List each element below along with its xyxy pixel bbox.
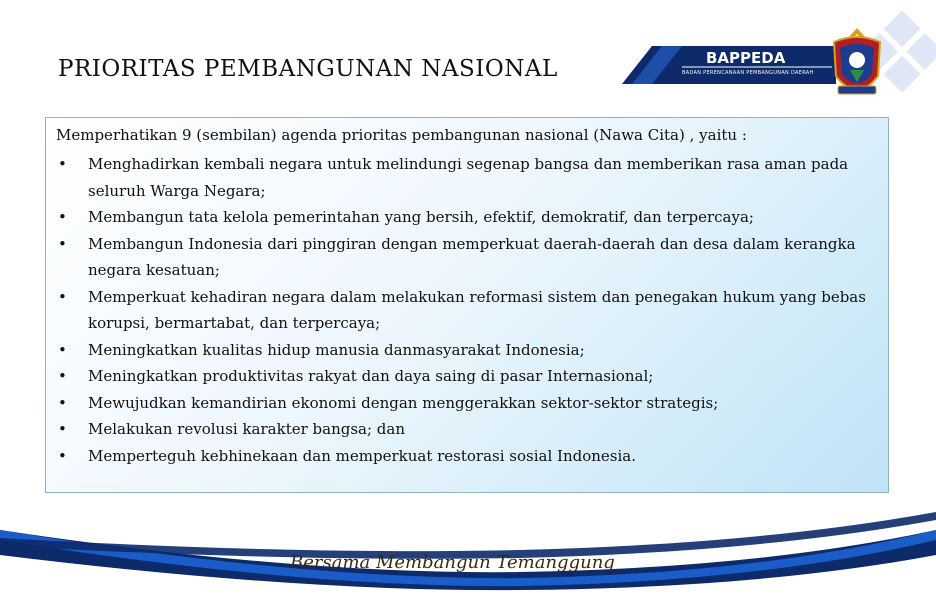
priorities-box bbox=[45, 117, 889, 493]
list-item bbox=[46, 416, 868, 443]
list-item-text: Membangun tata kelola pemerintahan yang bersih, efektif, demokratif, dan terpercaya; bbox=[88, 208, 754, 226]
banner-title: BAPPEDA bbox=[706, 49, 786, 67]
list-item bbox=[46, 337, 868, 364]
bullet-icon: • bbox=[58, 340, 67, 359]
priority-list bbox=[46, 151, 868, 469]
page-title: PRIORITAS PEMBANGUNAN NASIONAL bbox=[58, 56, 558, 82]
list-item bbox=[46, 151, 868, 204]
list-item-text: Memperkuat kehadiran negara dalam melakukan reformasi sistem dan penegakan hukum yang bebas korupsi, bermartabat, dan terpercaya; bbox=[88, 287, 866, 332]
bappeda-banner bbox=[622, 46, 836, 84]
bullet-icon: • bbox=[58, 155, 67, 173]
list-item bbox=[46, 204, 868, 231]
intro-text: Memperhatikan 9 (sembilan) agenda prioritas pembangunan nasional (Nawa Cita) , yaitu : bbox=[56, 126, 747, 144]
bullet-icon: • bbox=[58, 393, 67, 412]
list-item-text: Menghadirkan kembali negara untuk melindungi segenap bangsa dan memberikan rasa aman pada seluruh Warga Negara; bbox=[88, 155, 849, 200]
list-item-text: Mewujudkan kemandirian ekonomi dengan menggerakkan sektor-sektor strategis; bbox=[88, 393, 719, 412]
list-item bbox=[46, 363, 868, 390]
bullet-icon: • bbox=[58, 208, 67, 226]
banner-subtitle: BADAN PERENCANAAN PEMBANGUNAN DAERAH bbox=[682, 70, 814, 76]
footer-wave bbox=[0, 500, 936, 595]
bullet-icon: • bbox=[58, 446, 67, 465]
list-item-text: Meningkatkan produktivitas rakyat dan daya saing di pasar Internasional; bbox=[88, 367, 654, 385]
bullet-icon: • bbox=[58, 234, 67, 253]
bullet-icon: • bbox=[58, 287, 67, 306]
list-item bbox=[46, 443, 868, 470]
bullet-icon: • bbox=[58, 367, 67, 385]
list-item bbox=[46, 390, 868, 417]
list-item-text: Memperteguh kebhinekaan dan memperkuat restorasi sosial Indonesia. bbox=[88, 446, 636, 465]
list-item-text: Meningkatkan kualitas hidup manusia danmasyarakat Indonesia; bbox=[88, 340, 585, 359]
list-item-text: Membangun Indonesia dari pinggiran dengan memperkuat daerah-daerah dan desa dalam kerangka negara kesatuan; bbox=[88, 234, 856, 279]
footer-slogan: Bersama Membangun Temanggung bbox=[290, 552, 615, 573]
list-item bbox=[46, 231, 868, 284]
bullet-icon: • bbox=[58, 420, 67, 438]
list-item bbox=[46, 284, 868, 337]
list-item-text: Melakukan revolusi karakter bangsa; dan bbox=[88, 420, 406, 438]
temanggung-emblem-icon bbox=[826, 26, 888, 106]
